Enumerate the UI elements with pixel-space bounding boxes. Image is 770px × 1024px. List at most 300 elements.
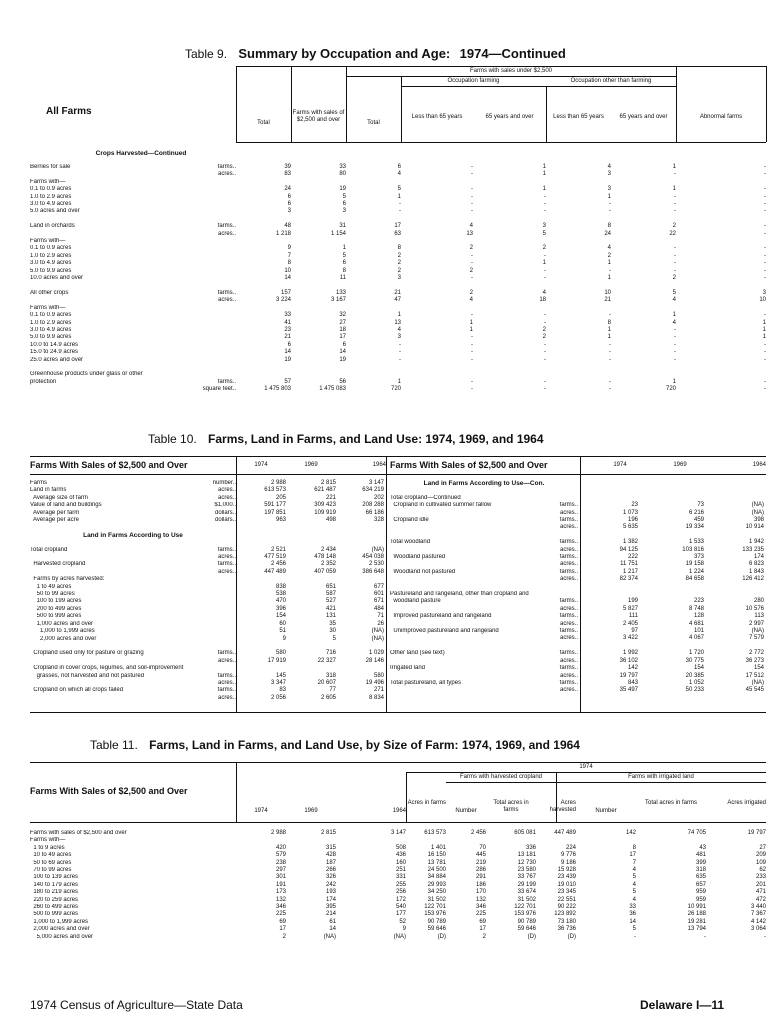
table-cell: 579 <box>275 852 286 859</box>
table-cell: 720 <box>390 386 401 393</box>
table-cell <box>706 837 766 844</box>
table-cell: 90 789 <box>517 918 536 925</box>
table-cell: 1 <box>672 164 676 170</box>
table-row <box>30 584 384 591</box>
row-label-cell <box>390 510 578 517</box>
table-cell: - <box>764 252 766 259</box>
row-label-cell <box>30 268 236 275</box>
table-row <box>30 606 384 613</box>
table-cell: 6 823 <box>748 561 764 568</box>
row-unit: $1,000.. <box>214 502 236 509</box>
row-label-cell <box>30 621 236 628</box>
table-cell: 197 851 <box>264 509 286 516</box>
table-row <box>30 320 766 327</box>
table-cell: - <box>674 245 676 252</box>
table-row <box>30 658 384 665</box>
table-row <box>30 650 384 657</box>
row-label-cell <box>30 216 236 223</box>
table-cell: 420 <box>275 844 286 851</box>
table-cell <box>676 305 766 312</box>
row-label: Farms <box>30 480 47 486</box>
row-label: Total woodland <box>390 539 431 546</box>
table-row <box>30 665 384 672</box>
table-row <box>30 495 384 502</box>
row-label: 1,000 acres and over <box>30 620 94 627</box>
table-row <box>30 613 384 620</box>
table10-year: 1969 <box>673 462 687 468</box>
row-label-cell <box>30 194 236 201</box>
table-cell: - <box>674 171 676 178</box>
table-cell: 3 <box>607 171 611 178</box>
table-cell <box>704 495 764 502</box>
table-cell: 471 <box>755 889 766 896</box>
table-row <box>30 282 766 289</box>
table-cell: 201 <box>755 881 766 888</box>
row-label-cell <box>390 665 578 672</box>
row-unit: acres.. <box>217 694 236 701</box>
table-cell: 19 797 <box>619 672 638 679</box>
table-cell <box>401 282 473 289</box>
table-cell: 39 <box>284 164 291 170</box>
table-cell: 22 327 <box>317 657 336 664</box>
table-row <box>30 554 384 561</box>
table-cell: 8 834 <box>368 694 384 701</box>
table-cell: 634 219 <box>362 487 384 494</box>
table-row <box>30 364 766 371</box>
row-unit: acres.. <box>559 687 578 694</box>
row-label-cell <box>30 934 236 941</box>
table-cell: 82 374 <box>619 576 638 583</box>
table-cell <box>286 837 336 844</box>
table-cell: 214 <box>325 911 336 918</box>
row-label: Pastureland and rangeland, other than cropland and <box>390 591 529 598</box>
row-label: 10 to 49 acres <box>30 852 72 859</box>
table-row <box>390 480 764 487</box>
table-cell: 5 <box>342 193 346 200</box>
table-cell: 51 <box>279 628 286 635</box>
table-cell: 1 224 <box>688 568 704 575</box>
row-unit: farms.. <box>559 650 578 657</box>
table-cell: 205 <box>275 494 286 501</box>
table-cell <box>611 238 676 245</box>
row-label: Other land (see text) <box>390 650 445 657</box>
table-cell: 6 <box>342 260 346 267</box>
table-cell: 3 <box>397 334 401 341</box>
table-cell: 173 <box>275 889 286 896</box>
table-cell: 318 <box>695 867 706 874</box>
table11-col-header: 1964 <box>392 808 406 814</box>
table-cell: - <box>674 252 676 259</box>
table-row <box>30 334 766 341</box>
table-cell: 346 <box>475 904 486 911</box>
table-cell <box>346 238 401 245</box>
row-label: 140 to 179 acres <box>30 881 79 888</box>
footer-right: Delaware I—11 <box>640 998 725 1012</box>
table-cell: 580 <box>373 672 384 679</box>
row-label-cell <box>30 628 236 635</box>
row-label-cell <box>30 275 236 282</box>
table-cell: 613 573 <box>424 830 446 836</box>
table-cell: 601 <box>373 591 384 598</box>
table-cell: 224 <box>565 844 576 851</box>
table-cell: 3 347 <box>270 679 286 686</box>
table-cell: - <box>764 260 766 267</box>
table-row <box>30 231 766 238</box>
table-cell: 1 <box>762 334 766 341</box>
table-cell: 336 <box>525 844 536 851</box>
table-cell: - <box>609 378 611 385</box>
table-cell: 472 <box>755 896 766 903</box>
table-cell: 6 <box>342 201 346 208</box>
table-cell <box>636 837 706 844</box>
table-cell: 13 781 <box>427 859 446 866</box>
table-cell <box>236 665 286 672</box>
row-unit: farms.. <box>559 613 578 620</box>
table-cell: 196 <box>627 517 638 524</box>
table-cell: 17 <box>279 926 286 933</box>
table-row <box>390 621 764 628</box>
table-cell: 9 186 <box>560 859 576 866</box>
table-row <box>30 561 384 568</box>
table-cell <box>446 837 486 844</box>
table11-col-header: Acres harvested <box>549 800 576 813</box>
row-label-cell <box>30 680 236 687</box>
table-row <box>30 502 384 509</box>
table-cell <box>473 238 546 245</box>
table-cell: - <box>764 267 766 274</box>
table-row <box>390 532 764 539</box>
table-cell <box>578 584 638 591</box>
row-label-cell <box>30 290 236 297</box>
table-cell <box>346 216 401 223</box>
table-cell: 9 <box>282 635 286 642</box>
table-cell: 24 <box>284 186 291 193</box>
row-label: Woodland pastured <box>390 554 446 561</box>
row-label-cell <box>30 320 236 327</box>
row-label-cell <box>30 643 236 650</box>
table-cell: 50 233 <box>685 687 704 694</box>
table-cell: 331 <box>395 874 406 881</box>
table-cell <box>336 576 384 583</box>
table-cell: 498 <box>325 517 336 524</box>
table-cell <box>676 371 766 378</box>
table-cell: 2 <box>672 223 676 230</box>
row-unit: acres.. <box>217 494 236 501</box>
table-cell: 16 150 <box>427 852 446 859</box>
row-label: Land in farms <box>30 487 67 494</box>
table-row <box>30 223 766 230</box>
table-cell: 145 <box>275 672 286 679</box>
table-cell: 2 <box>542 245 546 252</box>
table-cell: 508 <box>395 844 406 851</box>
table-cell: 13 181 <box>517 852 536 859</box>
table-cell: 8 <box>397 245 401 252</box>
table-cell: 11 <box>339 275 346 282</box>
table-row <box>30 253 766 260</box>
table-cell: 45 545 <box>745 687 764 694</box>
table-cell: 2 988 <box>270 830 286 836</box>
table-cell: - <box>544 201 546 208</box>
row-label-cell <box>30 480 236 487</box>
table-cell: 14 <box>284 349 291 356</box>
table-cell: 17 <box>394 223 401 230</box>
table9-body <box>30 164 766 394</box>
table-cell: 5 <box>632 889 636 896</box>
table-cell: 4 <box>672 319 676 326</box>
table-cell <box>236 305 291 312</box>
table-cell: 77 <box>329 687 336 694</box>
table-cell: 2 <box>469 289 473 296</box>
table-cell: 11 751 <box>620 561 638 568</box>
row-label-cell <box>30 539 236 546</box>
table-cell <box>401 371 473 378</box>
row-label-cell <box>30 830 236 837</box>
table-cell: (NA) <box>371 628 384 635</box>
table-row <box>390 613 764 620</box>
table-cell: 436 <box>395 852 406 859</box>
table-cell <box>336 532 384 539</box>
table-cell: 3 167 <box>330 297 346 304</box>
table-row <box>390 658 764 665</box>
table11-group-harvested: Farms with harvested cropland <box>459 774 543 780</box>
table-row <box>30 186 766 193</box>
table9-col-header: 65 years and over <box>485 114 534 120</box>
table9-header-other: Occupation other than farming <box>570 78 652 84</box>
table-cell: - <box>544 341 546 348</box>
table-cell: 52 <box>399 918 406 925</box>
table-cell: 35 <box>329 620 336 627</box>
table-cell: 2 <box>282 933 286 940</box>
table-cell <box>336 524 384 531</box>
table-cell <box>638 643 704 650</box>
table-cell <box>401 364 473 371</box>
table-cell <box>638 487 704 494</box>
table-row <box>30 524 384 531</box>
row-label-cell <box>30 201 236 208</box>
table-cell: 19 010 <box>557 881 576 888</box>
table-cell: 2 815 <box>320 480 336 486</box>
row-label-cell <box>30 312 236 319</box>
table-cell: 174 <box>325 896 336 903</box>
table-cell: (NA) <box>751 502 764 509</box>
table-row <box>390 687 764 694</box>
table-cell: 154 <box>693 665 704 672</box>
table-cell: 242 <box>325 881 336 888</box>
table-cell <box>676 179 766 186</box>
table-cell: 3 064 <box>750 926 766 933</box>
row-label-cell <box>30 874 236 881</box>
table9-col-header: Abnormal farms <box>699 114 743 120</box>
table-cell <box>546 305 611 312</box>
table-cell <box>638 532 704 539</box>
table-cell: - <box>764 208 766 215</box>
table-cell <box>236 179 291 186</box>
table-cell: 233 <box>755 874 766 881</box>
table-cell: 1 <box>672 186 676 193</box>
table-cell: 2 772 <box>748 650 764 657</box>
table-cell <box>236 837 286 844</box>
table-cell: 17 512 <box>745 672 764 679</box>
table-cell <box>236 238 291 245</box>
table-cell <box>346 282 401 289</box>
table-cell: - <box>544 349 546 356</box>
table-row <box>30 268 766 275</box>
table-cell: 1 <box>542 171 546 178</box>
table-cell: 4 142 <box>750 918 766 925</box>
table-cell: - <box>609 312 611 319</box>
table-cell: 19 334 <box>685 524 704 531</box>
row-label-cell <box>30 231 236 238</box>
table-cell <box>704 643 764 650</box>
table9-title-main: Summary by Occupation and Age: <box>238 46 451 61</box>
table-cell <box>546 282 611 289</box>
row-label-cell <box>390 539 578 546</box>
row-label-cell <box>30 897 236 904</box>
table-cell <box>286 532 336 539</box>
table-cell <box>611 216 676 223</box>
table-cell <box>291 238 346 245</box>
table-row <box>30 889 766 896</box>
table10-title-main: Farms, Land in Farms, and Land Use: 1974, 1969, and 1964 <box>208 432 544 446</box>
table-cell: - <box>609 349 611 356</box>
table-cell: - <box>764 378 766 385</box>
table-cell <box>236 282 291 289</box>
table-cell: 6 <box>287 193 291 200</box>
table-cell: 963 <box>275 517 286 524</box>
table-cell: 2 <box>482 933 486 940</box>
table-cell: 2 530 <box>368 561 384 568</box>
table-cell: 4 067 <box>688 635 704 642</box>
table-row <box>30 687 384 694</box>
table-cell: 23 580 <box>517 867 536 874</box>
table-cell: 154 <box>275 613 286 620</box>
table-cell: 187 <box>325 859 336 866</box>
table-cell: 309 423 <box>314 502 336 509</box>
table-cell: 186 <box>475 881 486 888</box>
row-label-cell <box>30 342 236 349</box>
table-cell: 540 <box>395 904 406 911</box>
table-cell: 5 <box>632 874 636 881</box>
table-cell: 109 919 <box>314 509 336 516</box>
table-cell: 5 <box>342 252 346 259</box>
table9-col-header: Farms with sales of $2,500 and over <box>292 110 345 123</box>
table-cell: - <box>764 171 766 178</box>
row-label-cell <box>30 584 236 591</box>
row-unit: farms.. <box>559 665 578 672</box>
row-label: 500 to 999 acres <box>30 911 79 918</box>
table-cell: - <box>471 193 473 200</box>
table-cell: 318 <box>325 672 336 679</box>
table-cell: 9 <box>402 926 406 933</box>
row-label-cell <box>30 845 236 852</box>
table-cell: 60 <box>279 620 286 627</box>
table-cell: 59 646 <box>517 926 536 933</box>
row-label: 1.0 to 2.9 acres <box>30 252 72 259</box>
table-cell: 3 <box>342 208 346 215</box>
table-cell <box>578 532 638 539</box>
table-cell: - <box>674 193 676 200</box>
table-cell: - <box>609 356 611 363</box>
table-cell: 131 <box>325 613 336 620</box>
table-cell <box>704 487 764 494</box>
table-row <box>30 867 766 874</box>
table-row <box>30 201 766 208</box>
row-label-cell <box>390 635 578 642</box>
table-row <box>30 882 766 889</box>
table-cell: 56 <box>339 378 346 385</box>
table-cell: 33 <box>284 312 291 319</box>
table-row <box>390 569 764 576</box>
table-cell: 80 <box>339 171 346 178</box>
table-cell: - <box>544 267 546 274</box>
table-cell: 671 <box>373 598 384 605</box>
row-unit: farms.. <box>559 539 578 546</box>
table-row <box>390 510 764 517</box>
table-cell: 256 <box>395 889 406 896</box>
row-label-cell <box>30 554 236 561</box>
table-cell: 24 <box>604 230 611 237</box>
table-cell: 5 <box>332 635 336 642</box>
table-cell: 31 <box>339 223 346 230</box>
table-cell: 14 <box>284 275 291 282</box>
table-row <box>390 539 764 546</box>
table-row <box>30 830 766 837</box>
row-label-cell <box>30 305 236 312</box>
row-label-cell <box>30 260 236 267</box>
table-row <box>30 171 766 178</box>
table-cell: 1 475 803 <box>264 386 291 393</box>
table-cell: - <box>764 349 766 356</box>
table-cell: 5 <box>672 289 676 296</box>
row-label: 180 to 219 acres <box>30 889 79 896</box>
table-cell: 720 <box>665 386 676 393</box>
table-row <box>30 312 766 319</box>
table-cell: 208 288 <box>362 502 384 509</box>
table-cell: 61 <box>329 918 336 925</box>
row-unit: farms.. <box>217 672 236 679</box>
table-cell: 19 <box>339 186 346 193</box>
table-cell <box>611 305 676 312</box>
table-cell: 2 605 <box>320 694 336 701</box>
table-cell: - <box>471 164 473 170</box>
row-label-cell <box>390 687 578 694</box>
table-cell: 1 <box>342 245 346 252</box>
table-cell: 657 <box>695 881 706 888</box>
table-cell: 7 <box>632 859 636 866</box>
table-cell: 280 <box>753 598 764 605</box>
table-cell: 31 502 <box>427 896 446 903</box>
table-cell: 1 029 <box>368 650 384 657</box>
table-cell: 41 <box>284 319 291 326</box>
table-cell <box>546 238 611 245</box>
table-cell: 297 <box>275 867 286 874</box>
table-cell: 19 158 <box>685 561 704 568</box>
table-cell: 12 730 <box>517 859 536 866</box>
table-cell <box>473 371 546 378</box>
row-label-cell <box>390 606 578 613</box>
table-row <box>30 837 766 844</box>
table-cell: 2 <box>607 252 611 259</box>
table-cell <box>611 282 676 289</box>
table-row <box>390 665 764 672</box>
table-row <box>30 487 384 494</box>
table-cell <box>704 480 764 487</box>
row-label-cell <box>30 334 236 341</box>
table-cell <box>638 584 704 591</box>
row-label-cell <box>30 576 236 583</box>
table-cell: 29 993 <box>427 881 446 888</box>
row-label-cell <box>390 495 578 502</box>
